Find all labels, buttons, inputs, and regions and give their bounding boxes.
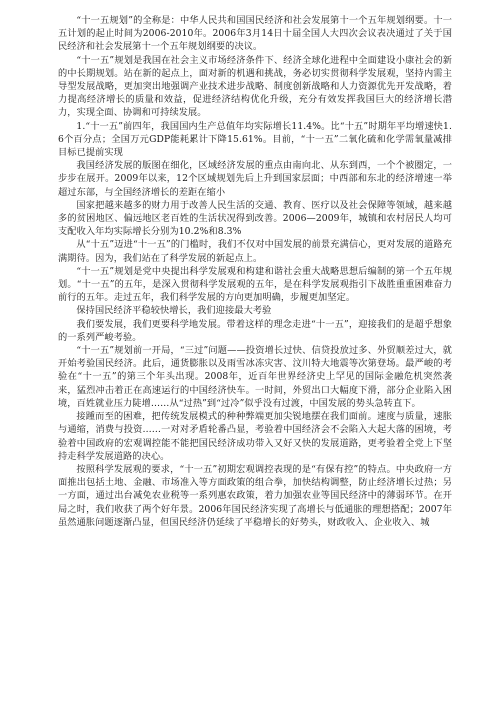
paragraph-threshold: 从“十五”迈进“十一五”的门槛时，我们不仅对中国发展的前景充满信心，更对发展的道路充满期待。因为，我们站在了科学发展的新起点上。 — [58, 239, 452, 264]
paragraph-difficulties: 接踵而至的困难，把传统发展模式的种种弊端更加尖锐地摆在我们面前。速度与质量，速胀与通缩，消费与投资……一对对矛盾轮番凸显，考验着中国经济会不会陷入大起大落的困境，考验着中国政府的宏观调控能不能把国民经济成功带入又好又快的发展道路，更考验着全党上下坚持走科学发展道路的决心。 — [58, 411, 452, 462]
paragraph-point-1: 1.“十一五”前四年，我国国内生产总值年均实际增长11.4%。比“十五”时期年平均增速快1.6个百分点；全国万元GDP能耗累计下降15.61%。目前，“十一五”二氧化硫和化学需氧量减排目标已提前实现 — [58, 120, 452, 159]
paragraph-regional: 我国经济发展的版图在细化，区域经济发展的重点由南向北、从东到西，一个个被圈定，一步步在展开。2009年以来，12个区域规划先后上升到国家层面；中西部和东北的经济增速一举超过东部，与全国经济增长的差距在缩小 — [58, 160, 452, 198]
paragraph-scientific-development: “十一五”规划是党中央提出科学发展观和构建和谐社会重大战略思想后编制的第一个五年规划。“十一五”的五年，是深入贯彻科学发展观的五年，是在科学发展观指引下战胜重重困难奋力前行的五年。走过五年，我们科学发展的方向更加明确，步履更加坚定。 — [58, 265, 452, 304]
paragraph-intro: “十一五规划”的全称是：中华人民共和国国民经济和社会发展第十一个五年规划纲要。十一五计划的起止时间为2006-2010年。2006年3月14日十届全国人大四次会议表决通过了关于国民经济和社会发展第十一个五年规划纲要的决议。 — [58, 15, 452, 53]
section-heading: 保持国民经济平稳较快增长，我们迎接最大考验 — [76, 305, 272, 317]
paragraph-livelihood: 国家把越来越多的财力用于改善人民生活的交通、教育、医疗以及社会保障等领域，越来越多的贫困地区、偏远地区老百姓的生活状况得到改善。2006—2009年，城镇和农村居民人均可支配收入年均实际增长分别为10.2%和8.3% — [58, 199, 452, 238]
paragraph-macro-control: 按照科学发展观的要求，“十一五”初期宏观调控表现的是“有保有控”的特点。中央政府一方面推出包括土地、金融、市场准入等方面政策的组合拳，加快结构调整，防止经济增长过热；另一方面，通过出台减免农业税等一系列惠农政策，着力加强农业等国民经济中的薄弱环节。在开局之时，我们收获了两个好年景。2006年国民经济实现了高增长与低通胀的理想搭配；2007年虽然通胀问题逐渐凸显，但国民经济仍延续了平稳增长的好势头，财政收入、企业收入、城 — [58, 463, 452, 528]
paragraph-challenges-intro: 我们要发展，我们更要科学地发展。带着这样的理念走进“十一五”，迎接我们的是超乎想象的一系列严峻考验。 — [58, 318, 452, 343]
paragraph-three-excesses: “十一五”规划前一开局，“三过”问题——投资增长过快、信贷投放过多、外贸顺差过大，就开始考验国民经济。此后，通货膨胀以及雨雪冰冻灾害、汶川特大地震等次第登场。最严峻的考验在“十一五”的第三个年头出现。2008年，近百年世界经济史上罕见的国际金融危机突然袭来，猛烈冲击着正在高速运行的中国经济快车。一时间，外贸出口大幅度下滑，部分企业陷入困境，百姓就业压力陡增……从“过热”到“过冷”似乎没有过渡，中国发展的势头急转直下。 — [58, 345, 452, 409]
paragraph-overview: “十一五”规划是我国在社会主义市场经济条件下、经济全球化进程中全面建设小康社会的新的中长期规划。站在新的起点上，面对新的机遇和挑战，务必切实贯彻科学发展观，坚持内需主导型发展战略，更加突出地强调产业技术进步战略、制度创新战略和人力资源优先开发战略，着力提高经济增长的质量和效益，促进经济结构优化升级，充分有效发挥我国巨大的经济增长潜力，实现全面、协调和可持续发展。 — [58, 54, 452, 119]
